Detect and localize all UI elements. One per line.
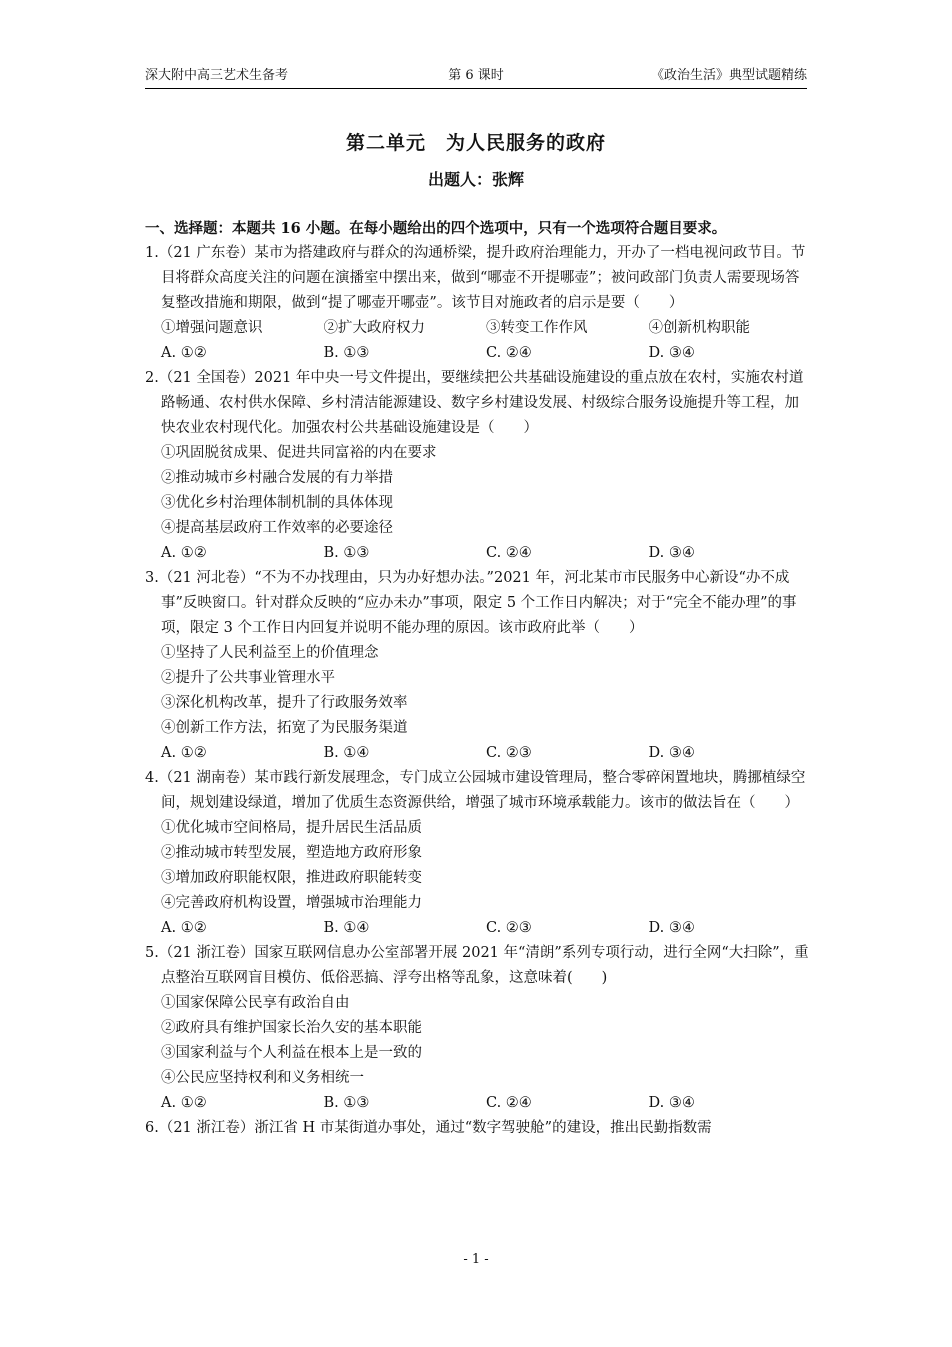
statement: ④提高基层政府工作效率的必要途径 — [161, 520, 393, 536]
question-stem: 6.（21 浙江卷）浙江省 H 市某街道办事处，通过“数字驾驶舱”的建设，推出民勤指数需 — [145, 1120, 712, 1136]
page-header — [145, 66, 807, 89]
statement: ③增加政府职能权限，推进政府职能转变 — [161, 870, 422, 886]
header-right: 《政治生活》典型试题精练 — [650, 68, 807, 83]
choice-c: C. ②④ — [486, 1095, 532, 1111]
choice-c: C. ②④ — [486, 345, 532, 361]
choice-b: B. ①③ — [323, 1095, 370, 1111]
choice-c: C. ②③ — [486, 920, 532, 936]
choice-row — [145, 341, 811, 366]
page-number: - 1 - — [463, 1252, 489, 1267]
choice-d: D. ③④ — [648, 1095, 695, 1111]
choice-c: C. ②④ — [486, 545, 532, 561]
choice-d: D. ③④ — [648, 920, 695, 936]
choice-row — [145, 1091, 811, 1116]
statement-row — [145, 316, 811, 341]
statement: ④创新机构职能 — [648, 320, 750, 336]
statement: ②扩大政府权力 — [323, 320, 425, 336]
question — [145, 366, 811, 566]
question — [145, 766, 811, 941]
statement: ①优化城市空间格局，提升居民生活品质 — [161, 820, 422, 836]
choice-a: A. ①② — [161, 345, 207, 361]
choice-a: A. ①② — [161, 920, 207, 936]
statement: ②提升了公共事业管理水平 — [161, 670, 335, 686]
statement: ④公民应坚持权利和义务相统一 — [161, 1070, 364, 1086]
statement: ③深化机构改革，提升了行政服务效率 — [161, 695, 408, 711]
statement: ④创新工作方法，拓宽了为民服务渠道 — [161, 720, 408, 736]
choice-a: A. ①② — [161, 545, 207, 561]
choice-d: D. ③④ — [648, 345, 695, 361]
statement: ②推动城市转型发展，塑造地方政府形象 — [161, 845, 422, 861]
header-center: 第 6 课时 — [448, 68, 504, 83]
statement: ③优化乡村治理体制机制的具体体现 — [161, 495, 393, 511]
question — [145, 941, 811, 1116]
choice-b: B. ①④ — [323, 745, 370, 761]
section-title: 一、选择题：本题共 16 小题。在每小题给出的四个选项中，只有一个选项符合题目要求。 — [145, 220, 727, 237]
author-line: 出题人：张辉 — [427, 170, 524, 189]
choice-d: D. ③④ — [648, 745, 695, 761]
question-stem: 1.（21 广东卷）某市为搭建政府与群众的沟通桥梁，提升政府治理能力，开办了一档电视问政节目。节目将群众高度关注的问题在演播室中摆出来，做到“哪壶不开提哪壶”；被问政部门负责人需要现场答复整改措施和期限，做到“提了哪壶开哪壶”。该节目对施政者的启示是要（ ） — [145, 245, 806, 311]
question-stem: 2.（21 全国卷）2021 年中央一号文件提出，要继续把公共基础设施建设的重点放在农村，实施农村道路畅通、农村供水保障、乡村清洁能源建设、数字乡村建设发展、村级综合服务设施提升等工程，加快农业农村现代化。加强农村公共基础设施建设是（ ） — [145, 370, 804, 436]
question-list — [145, 216, 811, 1141]
question — [145, 566, 811, 766]
choice-row — [145, 541, 811, 566]
header-left: 深大附中高三艺术生备考 — [145, 68, 289, 83]
choice-b: B. ①④ — [323, 920, 370, 936]
page-title: 第二单元 为人民服务的政府 — [345, 132, 606, 154]
choice-d: D. ③④ — [648, 545, 695, 561]
question-stem: 3.（21 河北卷）“不为不办找理由，只为办好想办法。”2021 年，河北某市市民服务中心新设“办不成事”反映窗口。针对群众反映的“应办未办”事项，限定 5 个工作日内解决；对于“完全不能办理”的事项，限定 3 个工作日内回复并说明不能办理的原因。该市政府此举（ ） — [145, 570, 797, 636]
question-stem: 4.（21 湖南卷）某市践行新发展理念，专门成立公园城市建设管理局，整合零碎闲置地块，腾挪植绿空间，规划建设绿道，增加了优质生态资源供给，增强了城市环境承载能力。该市的做法旨在（ ） — [145, 770, 806, 811]
choice-row — [145, 741, 811, 766]
question-stem: 5.（21 浙江卷）国家互联网信息办公室部署开展 2021 年“清朗”系列专项行动，进行全网“大扫除”，重点整治互联网盲目模仿、低俗恶搞、浮夸出格等乱象，这意味着( ) — [145, 945, 809, 986]
statement: ②推动城市乡村融合发展的有力举措 — [161, 470, 393, 486]
statement: ①国家保障公民享有政治自由 — [161, 995, 350, 1011]
statement: ①坚持了人民利益至上的价值理念 — [161, 645, 379, 661]
choice-a: A. ①② — [161, 1095, 207, 1111]
statement: ②政府具有维护国家长治久安的基本职能 — [161, 1020, 422, 1036]
choice-b: B. ①③ — [323, 345, 370, 361]
statement: ①巩固脱贫成果、促进共同富裕的内在要求 — [161, 445, 437, 461]
statement: ③国家利益与个人利益在根本上是一致的 — [161, 1045, 422, 1061]
choice-b: B. ①③ — [323, 545, 370, 561]
statement: ④完善政府机构设置，增强城市治理能力 — [161, 895, 422, 911]
choice-c: C. ②③ — [486, 745, 532, 761]
statement: ③转变工作作风 — [486, 320, 588, 336]
choice-a: A. ①② — [161, 745, 207, 761]
statement: ①增强问题意识 — [161, 320, 263, 336]
question — [145, 241, 811, 366]
choice-row — [145, 916, 811, 941]
